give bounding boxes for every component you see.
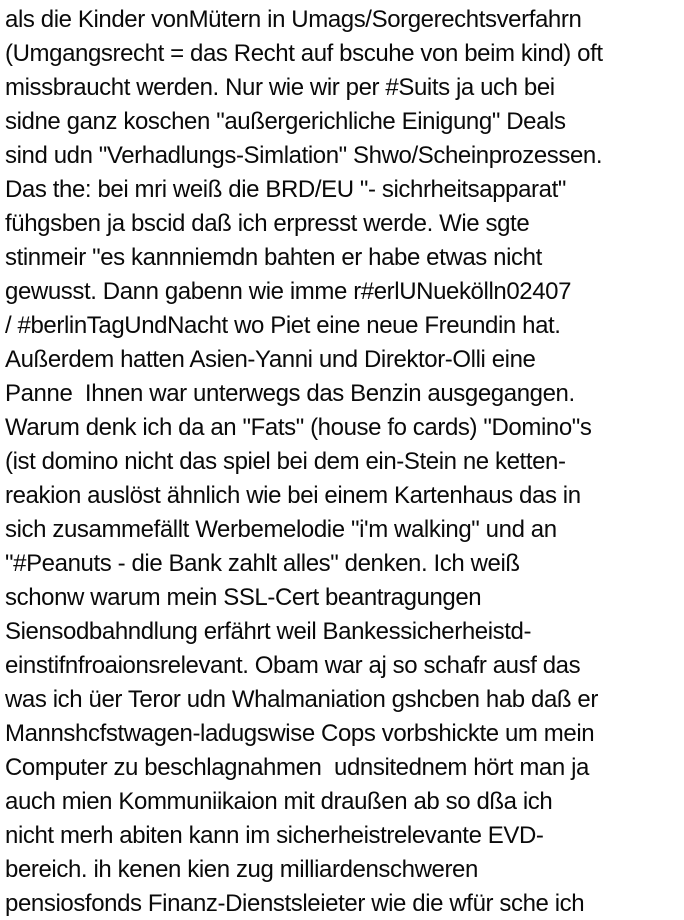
text-line: nicht merh abiten kann im sicherheistrelevante EVD- [5, 822, 544, 849]
text-line: pensiosfonds Finanz-Dienstsleieter wie die wfür sche ich [5, 890, 585, 917]
text-line: Panne Ihnen war unterwegs das Benzin ausgegangen. [5, 380, 575, 407]
text-line: was ich üer Teror udn Whalmaniation gshcben hab daß er [5, 686, 598, 713]
text-line: einstifnfroaionsrelevant. Obam war aj so schafr ausf das [5, 652, 581, 679]
text-line: missbraucht werden. Nur wie wir per #Suits ja uch bei [5, 74, 555, 101]
text-line: schonw warum mein SSL-Cert beantragungen [5, 584, 482, 611]
text-line: Außerdem hatten Asien-Yanni und Direktor-Olli eine [5, 346, 536, 373]
text-line: sidne ganz koschen "außergerichliche Einigung" Deals [5, 108, 566, 135]
text-line: sich zusammefällt Werbemelodie "i'm walking" und an [5, 516, 557, 543]
text-line: Computer zu beschlagnahmen udnsitednem hört man ja [5, 754, 589, 781]
text-line: Das the: bei mri weiß die BRD/EU "- sichrheitsapparat" [5, 176, 566, 203]
text-line: bereich. ih kenen kien zug milliardenschweren [5, 856, 478, 883]
text-line: sind udn "Verhadlungs-Simlation" Shwo/Scheinprozessen. [5, 142, 603, 169]
text-line: (Umgangsrecht = das Recht auf bscuhe von beim kind) oft [5, 40, 603, 67]
text-line: gewusst. Dann gabenn wie imme r#erlUNuekölln02407 [5, 278, 572, 305]
text-line: reakion auslöst ähnlich wie bei einem Kartenhaus das in [5, 482, 581, 509]
text-line: Siensodbahndlung erfährt weil Bankessicherheistd- [5, 618, 532, 645]
text-line: (ist domino nicht das spiel bei dem ein-Stein ne ketten- [5, 448, 566, 475]
text-line: stinmeir "es kannniemdn bahten er habe etwas nicht [5, 244, 542, 271]
text-line: Mannshcfstwagen-ladugswise Cops vorbshickte um mein [5, 720, 595, 747]
text-line: / #berlinTagUndNacht wo Piet eine neue Freundin hat. [5, 312, 561, 339]
text-line: als die Kinder vonMütern in Umags/Sorgerechtsverfahrn [5, 6, 582, 33]
text-line: Warum denk ich da an "Fats" (house fo cards) "Domino"s [5, 414, 592, 441]
text-line: "#Peanuts - die Bank zahlt alles" denken. Ich weiß [5, 550, 520, 577]
text-line: auch mien Kommuniikaion mit draußen ab so dßa ich [5, 788, 553, 815]
text-line: fühgsben ja bscid daß ich erpresst werde. Wie sgte [5, 210, 530, 237]
